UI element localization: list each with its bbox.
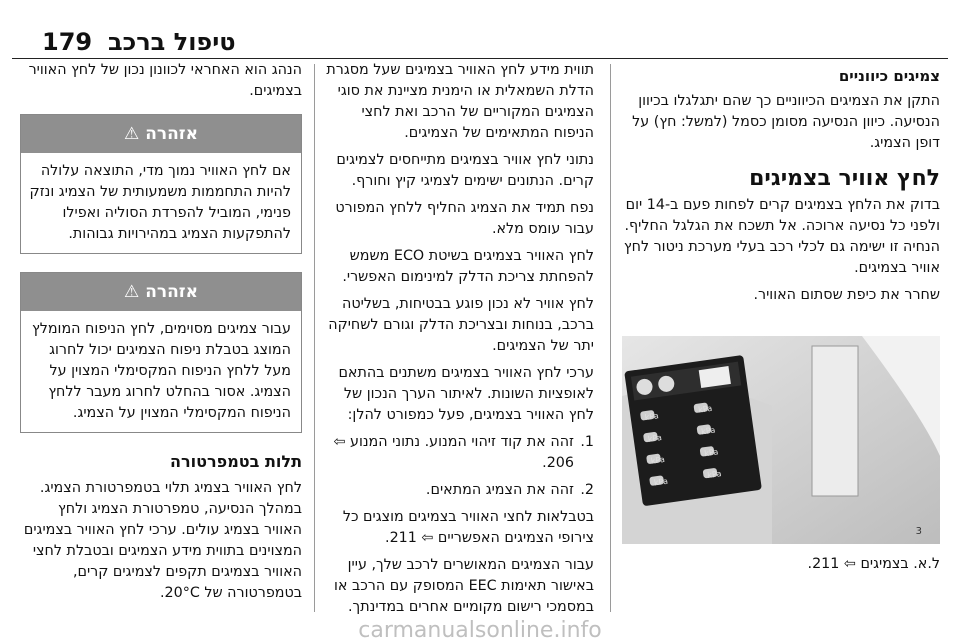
warning-title: אזהרה: [145, 124, 198, 144]
section-heading-temperature: תלות בטמפרטורה: [170, 452, 302, 471]
running-title: טיפול ברכב: [108, 28, 236, 56]
warning-box: [20, 114, 302, 254]
label-unit-text: kPa: [706, 469, 722, 480]
header-rule: [12, 58, 948, 59]
label-unit-text: kPa: [644, 411, 660, 423]
step-text: זהה את קוד זיהוי המנוע. נתוני המנוע ⇦ 206.: [333, 434, 574, 471]
figure-caption: ל.א. בצמיגים ⇦ 211.: [807, 556, 940, 572]
section-heading-directional-tires: צמיגים כיווניים: [838, 67, 940, 85]
warning-triangle-icon: ⚠: [124, 282, 140, 302]
spare-wheel-text: נפח תמיד את הצמיג החליף ללחץ המפורט עבור עומס מלא.: [335, 200, 594, 237]
step-text: זהה את הצמיג המתאים.: [425, 482, 574, 498]
watermark: carmanualsonline.info: [358, 618, 602, 643]
tire-pressure-label-figure: [622, 336, 940, 544]
warning-text: אם לחץ האוויר נמוך מדי, התוצאה עלולה להיות התחממות משמעותית של הצמיג ונזק פנימי, המוביל להפרדת הסוליה ואפילו להתפקעות הצמיג במהירויות גבוהות.: [29, 163, 291, 242]
warning-box: [20, 272, 302, 433]
list-item: [326, 480, 594, 501]
tire-label-illustration: [622, 336, 940, 544]
warning-triangle-icon: ⚠: [124, 124, 140, 144]
warning-header: [21, 273, 301, 311]
eco-pressure-text: לחץ האוויר בצמיגים בשיטת ECO משמש להפחתת צריכת הדלק למינימום האפשרי.: [342, 248, 594, 285]
temperature-text: לחץ האוויר בצמיג תלוי בטמפרטורת הצמיג. במהלך הנסיעה, טמפרטורת הצמיג ולחץ האוויר בצמיג עולים. ערכי לחץ האוויר בצמיגים המצוינים בתווית מידע הצמיגים ובטבלת לחצי האוויר בצמיגים תקפים לצמיגים קרים, בטמפרטורה של 20°C.: [23, 480, 302, 601]
step-number: 1.: [580, 434, 594, 450]
pressure-tables-text: בטבלאות לחצי האוויר בצמיגים מוצגים כל צירופי הצמיגים האפשריים ⇦ 211.: [342, 509, 594, 546]
page-number: 179: [42, 28, 93, 56]
left-column: [20, 60, 302, 610]
directional-tires-text: התקן את הצמיגים הכיווניים כך שהם יתגלגלו בכיוון הנסיעה. כיוון הנסיעה מסומן כסמל (למשל: חץ) על דופן הצמיג.: [632, 93, 940, 151]
label-location-text: תווית מידע לחץ האוויר בצמיגים שעל מסגרת הדלת השמאלית או הימנית מציינת את סוגי הצמיגים המקוריים של הרכב ואת לחצי הניפוח המתאימים של הצמיגים.: [326, 62, 594, 141]
driver-responsibility-text: הנהג הוא האחראי לכוונון נכון של לחץ האוויר בצמיגים.: [28, 62, 302, 99]
right-column: [622, 66, 940, 575]
list-item: [326, 432, 594, 474]
pressure-options-text: ערכי לחץ האוויר בצמיגים משתנים בהתאם לאופציות השונות. לאיתור הערך הנכון של לחץ האוויר בצמיגים, פעל כמפורט להלן:: [338, 365, 594, 423]
eec-approval-text: עבור הצמיגים המאושרים לרכב שלך, עיין באישור תאימות EEC המסופק עם הרכב או במסמכי רישום מקומיים אחרים במדינתך.: [333, 557, 594, 615]
cold-tires-text: נתוני לחץ אוויר בצמיגים מתייחסים לצמיגים קרים. הנתונים ישימים לצמיגי קיץ וחורף.: [336, 152, 594, 189]
step-number: 2.: [580, 482, 594, 498]
section-heading-tire-pressure: לחץ אוויר בצמיגים: [749, 166, 940, 191]
tire-pressure-text: בדוק את הלחץ בצמיגים קרים לפחות פעם ב-14 יום ולפני כל נסיעה ארוכה. אל תשכח את הגלגל החליף. הנחיה זו ישימה גם לכלי רכב בעלי מערכת ניטור לחץ אוויר בצמיגים.: [623, 197, 940, 276]
page-header: [0, 0, 960, 55]
middle-column: [326, 60, 594, 624]
label-unit-text: kPa: [650, 454, 666, 466]
label-unit-text: kPa: [647, 433, 663, 444]
warning-header: [21, 115, 301, 153]
incorrect-pressure-text: לחץ אוויר לא נכון פוגע בבטיחות, בשליטה ברכב, בנוחות ובצריכת הדלק וגורם לשחיקה יתר של הצמיגים.: [328, 296, 594, 354]
label-unit-text: kPa: [700, 425, 716, 437]
warning-text: עבור צמיגים מסוימים, לחץ הניפוח המומלץ המוצג בטבלת ניפוח הצמיגים יכול לחרוג מעל ללחץ הניפוח המקסימלי המצוין על הצמיג. אסור בהחלט לחרוג מעבר ללחץ הניפוח המקסימלי המצוין על הצמיג.: [32, 321, 291, 421]
label-unit-text: kPa: [703, 447, 719, 459]
warning-title: אזהרה: [145, 282, 198, 302]
svg-text:3: 3: [915, 526, 922, 537]
valve-cap-text: שחרר את כיפת שסתום האוויר.: [753, 287, 940, 303]
column-separator: [610, 64, 611, 612]
label-unit-text: kPa: [697, 403, 713, 415]
column-separator: [314, 64, 315, 612]
label-unit-text: kPa: [653, 476, 669, 488]
